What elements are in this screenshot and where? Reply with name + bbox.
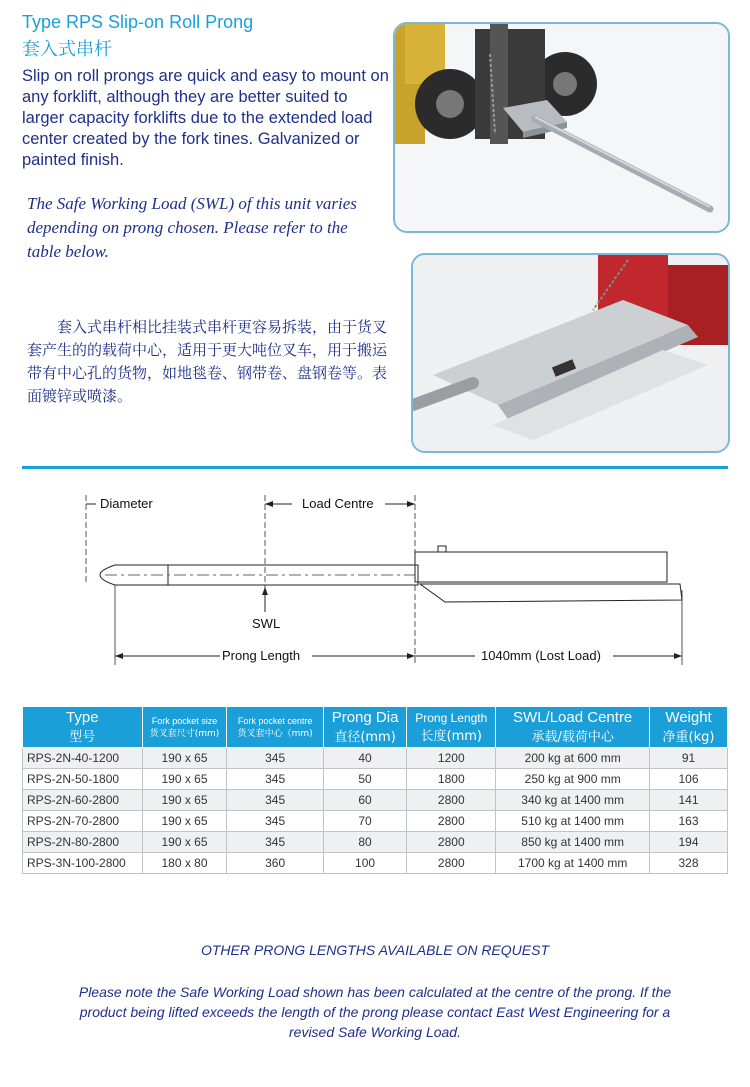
cell-type: RPS-2N-50-1800 <box>23 769 143 790</box>
cell-swl-load-centre: 510 kg at 1400 mm <box>496 811 650 832</box>
cell-swl-load-centre: 200 kg at 600 mm <box>496 748 650 769</box>
cell-swl-load-centre: 1700 kg at 1400 mm <box>496 853 650 874</box>
fork-pocket-illustration <box>413 255 728 451</box>
cell-swl-load-centre: 250 kg at 900 mm <box>496 769 650 790</box>
cell-prong-length: 1200 <box>407 748 496 769</box>
cell-swl-load-centre: 340 kg at 1400 mm <box>496 790 650 811</box>
swl-disclaimer: Please note the Safe Working Load shown has been calculated at the centre of the prong. If the product being lifted exceeds the length of the prong please contact East West Engineering for a revised Safe Working Load. <box>78 984 672 1040</box>
cell-prong-dia: 80 <box>323 832 406 853</box>
fork-pocket-skid <box>420 584 682 602</box>
load-centre-label: Load Centre <box>302 496 374 511</box>
cell-fork-pocket-centre: 345 <box>227 832 323 853</box>
table-row <box>23 769 728 790</box>
section-divider <box>22 466 728 469</box>
swl-label: SWL <box>252 616 281 631</box>
cell-type: RPS-2N-80-2800 <box>23 832 143 853</box>
specification-table <box>22 706 728 874</box>
other-lengths-notice: OTHER PRONG LENGTHS AVAILABLE ON REQUEST <box>200 942 549 958</box>
header-prong-dia: Prong Dia 直径(mm) <box>323 707 406 748</box>
cell-type: RPS-2N-60-2800 <box>23 790 143 811</box>
diameter-label: Diameter <box>100 496 153 511</box>
cell-type: RPS-3N-100-2800 <box>23 853 143 874</box>
cell-fork-pocket-size: 190 x 65 <box>142 748 227 769</box>
table-row <box>23 790 728 811</box>
cell-weight: 194 <box>650 832 728 853</box>
cell-prong-dia: 50 <box>323 769 406 790</box>
page-title-chinese: 套入式串杆 <box>22 39 112 60</box>
cell-prong-dia: 70 <box>323 811 406 832</box>
cell-fork-pocket-size: 190 x 65 <box>142 790 227 811</box>
cell-fork-pocket-size: 190 x 65 <box>142 769 227 790</box>
cell-weight: 141 <box>650 790 728 811</box>
table-header-row <box>23 707 728 748</box>
cell-fork-pocket-centre: 345 <box>227 748 323 769</box>
header-prong-length: Prong Length 长度(mm) <box>407 707 496 748</box>
header-weight: Weight 净重(kg) <box>650 707 728 748</box>
prong-length-label: Prong Length <box>222 648 301 663</box>
header-swl-load-centre: SWL/Load Centre 承载/载荷中心 <box>496 707 650 748</box>
cell-weight: 163 <box>650 811 728 832</box>
swl-note: The Safe Working Load (SWL) of this unit varies depending on prong chosen. Please refer to the table below. <box>27 194 357 261</box>
cell-type: RPS-2N-40-1200 <box>23 748 143 769</box>
cell-swl-load-centre: 850 kg at 1400 mm <box>496 832 650 853</box>
cell-prong-dia: 60 <box>323 790 406 811</box>
cell-weight: 91 <box>650 748 728 769</box>
cell-fork-pocket-size: 180 x 80 <box>142 853 227 874</box>
cell-type: RPS-2N-70-2800 <box>23 811 143 832</box>
cell-prong-length: 2800 <box>407 853 496 874</box>
cell-prong-dia: 100 <box>323 853 406 874</box>
table-row <box>23 748 728 769</box>
forklift-photo <box>393 22 730 233</box>
cell-fork-pocket-size: 190 x 65 <box>142 811 227 832</box>
cell-prong-length: 1800 <box>407 769 496 790</box>
chinese-paragraph: 套入式串杆相比挂装式串杆更容易拆装，由于货叉套产生的的载荷中心，适用于更大吨位叉车，用于搬运带有中心孔的货物，如地毯卷、钢带卷、盘钢卷等。表面镀锌或喷漆。 <box>27 318 388 405</box>
lost-load-label: 1040mm (Lost Load) <box>481 648 601 663</box>
page-title: Type RPS Slip-on Roll Prong <box>22 12 254 32</box>
cell-weight: 106 <box>650 769 728 790</box>
swl-arrow <box>262 587 268 595</box>
fork-pocket <box>415 552 667 582</box>
header-type: Type 型号 <box>23 707 143 748</box>
header-fork-pocket-size: Fork pocket size 货叉套尺寸(mm) <box>142 707 227 748</box>
cell-fork-pocket-centre: 360 <box>227 853 323 874</box>
cell-prong-length: 2800 <box>407 790 496 811</box>
cell-fork-pocket-size: 190 x 65 <box>142 832 227 853</box>
cell-weight: 328 <box>650 853 728 874</box>
fork-pocket-photo <box>411 253 730 453</box>
cell-fork-pocket-centre: 345 <box>227 790 323 811</box>
cell-fork-pocket-centre: 345 <box>227 769 323 790</box>
table-row <box>23 832 728 853</box>
cell-fork-pocket-centre: 345 <box>227 811 323 832</box>
forklift-illustration <box>395 24 728 231</box>
header-fork-pocket-centre: Fork pocket centre 货叉套中心（mm) <box>227 707 323 748</box>
prong-diagram <box>60 490 700 670</box>
table-row <box>23 853 728 874</box>
intro-paragraph: Slip on roll prongs are quick and easy to mount on any forklift, although they are better suited to larger capacity forklifts due to the extended load center created by the fork tines. Galvanized or painted finish. <box>22 67 389 169</box>
cell-prong-dia: 40 <box>323 748 406 769</box>
cell-prong-length: 2800 <box>407 811 496 832</box>
cell-prong-length: 2800 <box>407 832 496 853</box>
table-row <box>23 811 728 832</box>
